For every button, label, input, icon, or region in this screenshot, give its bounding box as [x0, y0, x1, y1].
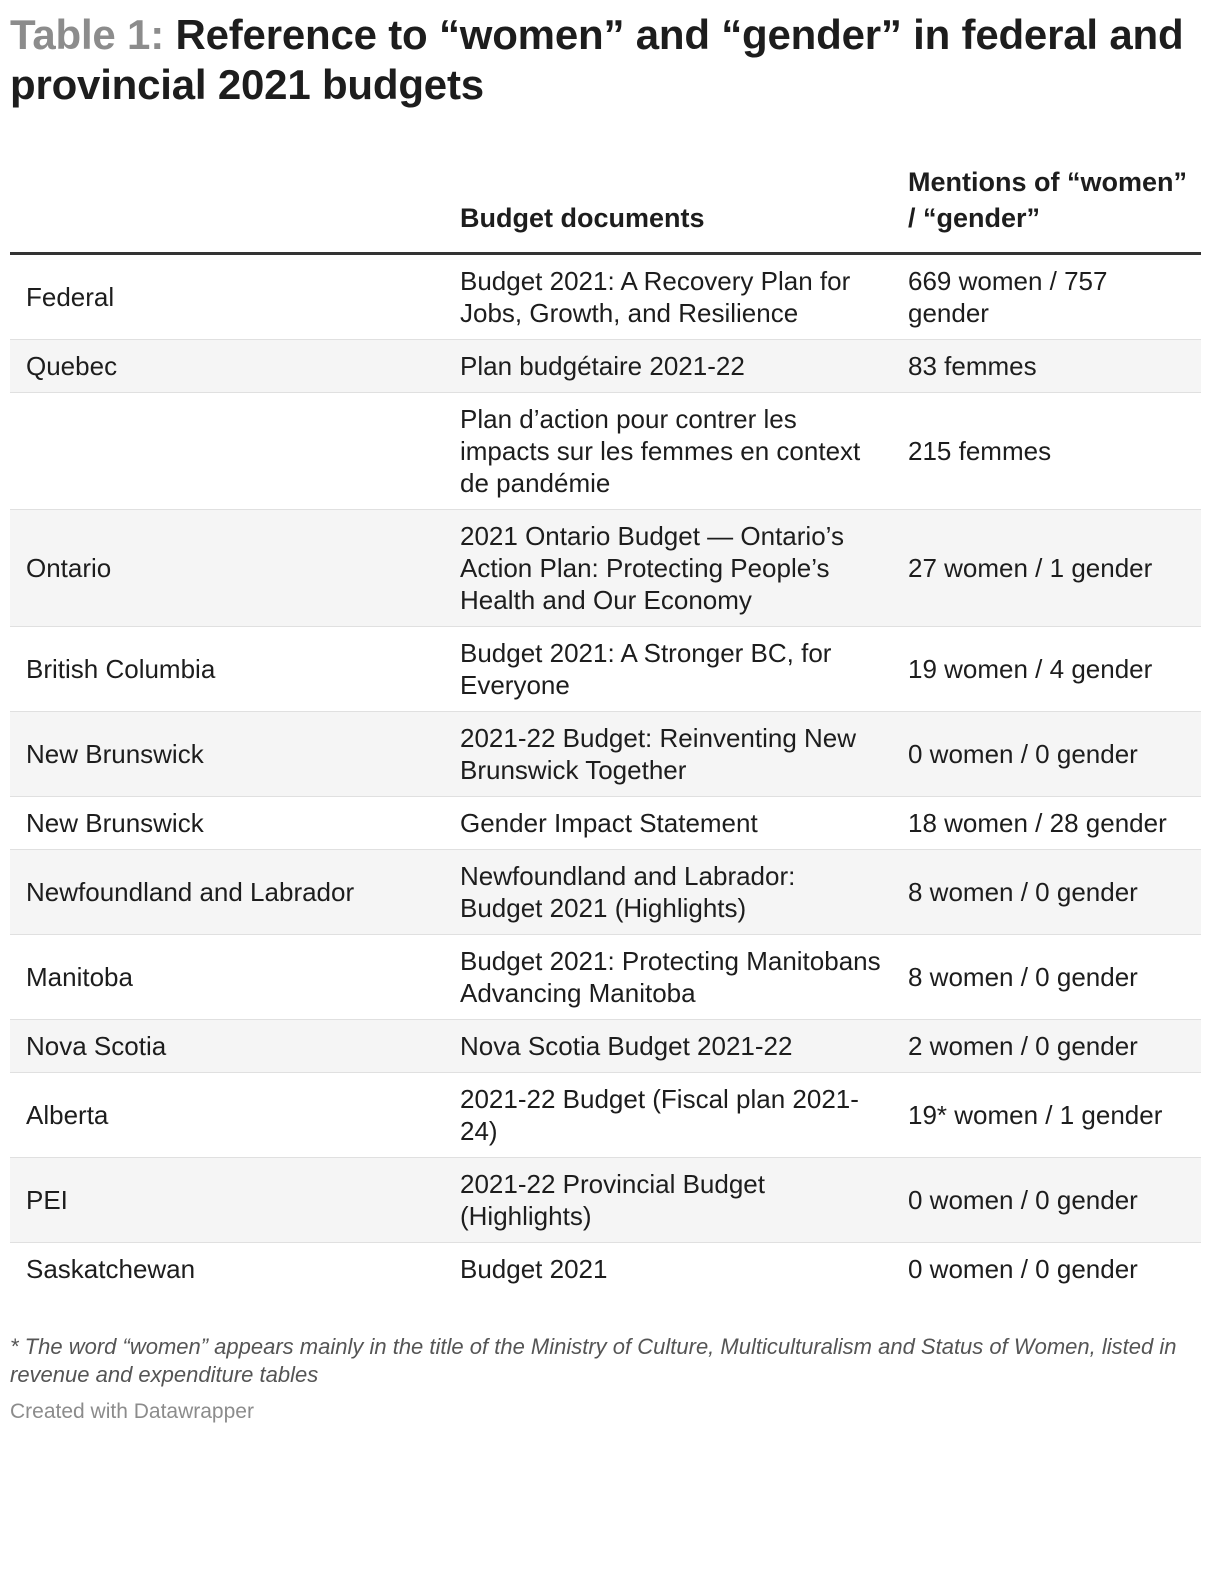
table-title-prefix: Table 1:: [10, 11, 176, 58]
cell-mentions: 19 women / 4 gender: [908, 627, 1201, 712]
cell-jurisdiction: Ontario: [10, 510, 460, 627]
cell-budget-document: 2021-22 Budget (Fiscal plan 2021-24): [460, 1073, 908, 1158]
header-mentions: Mentions of “women” / “gender”: [908, 164, 1201, 254]
cell-budget-document: Newfoundland and Labrador: Budget 2021 (Highlights): [460, 850, 908, 935]
table-row: [10, 340, 1201, 393]
cell-mentions: 83 femmes: [908, 340, 1201, 393]
table-row: [10, 393, 1201, 510]
header-budget-documents: Budget documents: [460, 164, 908, 254]
cell-budget-document: Budget 2021: Protecting Manitobans Advancing Manitoba: [460, 935, 908, 1020]
cell-budget-document: Nova Scotia Budget 2021-22: [460, 1020, 908, 1073]
cell-budget-document: 2021-22 Budget: Reinventing New Brunswick Together: [460, 712, 908, 797]
cell-jurisdiction: Nova Scotia: [10, 1020, 460, 1073]
table-row: [10, 1243, 1201, 1296]
table-row: [10, 1158, 1201, 1243]
cell-budget-document: 2021-22 Provincial Budget (Highlights): [460, 1158, 908, 1243]
cell-jurisdiction: New Brunswick: [10, 797, 460, 850]
cell-mentions: 0 women / 0 gender: [908, 1254, 1138, 1284]
table-row: [10, 1073, 1201, 1158]
table-title: [10, 10, 1210, 110]
cell-budget-document: Plan d’action pour contrer les impacts sur les femmes en context de pandémie: [460, 393, 908, 510]
cell-mentions: 8 women / 0 gender: [908, 850, 1201, 935]
table-body: [10, 254, 1201, 1296]
cell-jurisdiction: Quebec: [10, 340, 460, 393]
cell-budget-document: Budget 2021: A Stronger BC, for Everyone: [460, 627, 908, 712]
cell-mentions: 8 women / 0 gender: [908, 935, 1201, 1020]
cell-jurisdiction: Federal: [10, 254, 460, 340]
cell-mentions: 0 women / 0 gender: [908, 1158, 1201, 1243]
cell-budget-document: Gender Impact Statement: [460, 797, 908, 850]
cell-mentions: 215 femmes: [908, 393, 1201, 510]
cell-jurisdiction: British Columbia: [10, 627, 460, 712]
cell-jurisdiction: Alberta: [10, 1073, 460, 1158]
header-row: [10, 164, 1201, 254]
cell-jurisdiction: Saskatchewan: [26, 1254, 196, 1284]
cell-jurisdiction: New Brunswick: [10, 712, 460, 797]
table-title-text: Reference to “women” and “gender” in federal and provincial 2021 budgets: [10, 11, 1184, 108]
table-footnote: * The word “women” appears mainly in the title of the Ministry of Culture, Multiculturalism and Status of Women, listed in revenue and expenditure tables: [10, 1334, 1177, 1387]
table-row: [10, 627, 1201, 712]
table-row: [10, 797, 1201, 850]
table-row: [10, 254, 1201, 340]
table-row: [10, 935, 1201, 1020]
cell-mentions: 27 women / 1 gender: [908, 510, 1201, 627]
datawrapper-credit: Created with Datawrapper: [10, 1400, 254, 1423]
cell-budget-document: Plan budgétaire 2021-22: [460, 340, 908, 393]
budget-mentions-table: [10, 164, 1201, 1295]
cell-mentions: 19* women / 1 gender: [908, 1073, 1201, 1158]
cell-mentions: 18 women / 28 gender: [908, 797, 1201, 850]
cell-budget-document: 2021 Ontario Budget — Ontario’s Action Plan: Protecting People’s Health and Our Economy: [460, 510, 908, 627]
table-header: [10, 164, 1201, 254]
table-row: [10, 1020, 1201, 1073]
cell-jurisdiction: Manitoba: [10, 935, 460, 1020]
cell-mentions: 0 women / 0 gender: [908, 712, 1201, 797]
cell-budget-document: Budget 2021: A Recovery Plan for Jobs, Growth, and Resilience: [460, 254, 908, 340]
cell-mentions: 669 women / 757 gender: [908, 254, 1201, 340]
table-row: [10, 712, 1201, 797]
cell-jurisdiction: Newfoundland and Labrador: [10, 850, 460, 935]
cell-jurisdiction: [10, 393, 460, 510]
table-row: [10, 850, 1201, 935]
cell-jurisdiction: PEI: [10, 1158, 460, 1243]
header-jurisdiction: [10, 164, 460, 254]
table-row: [10, 510, 1201, 627]
cell-budget-document: Budget 2021: [460, 1254, 608, 1284]
cell-mentions: 2 women / 0 gender: [908, 1020, 1201, 1073]
